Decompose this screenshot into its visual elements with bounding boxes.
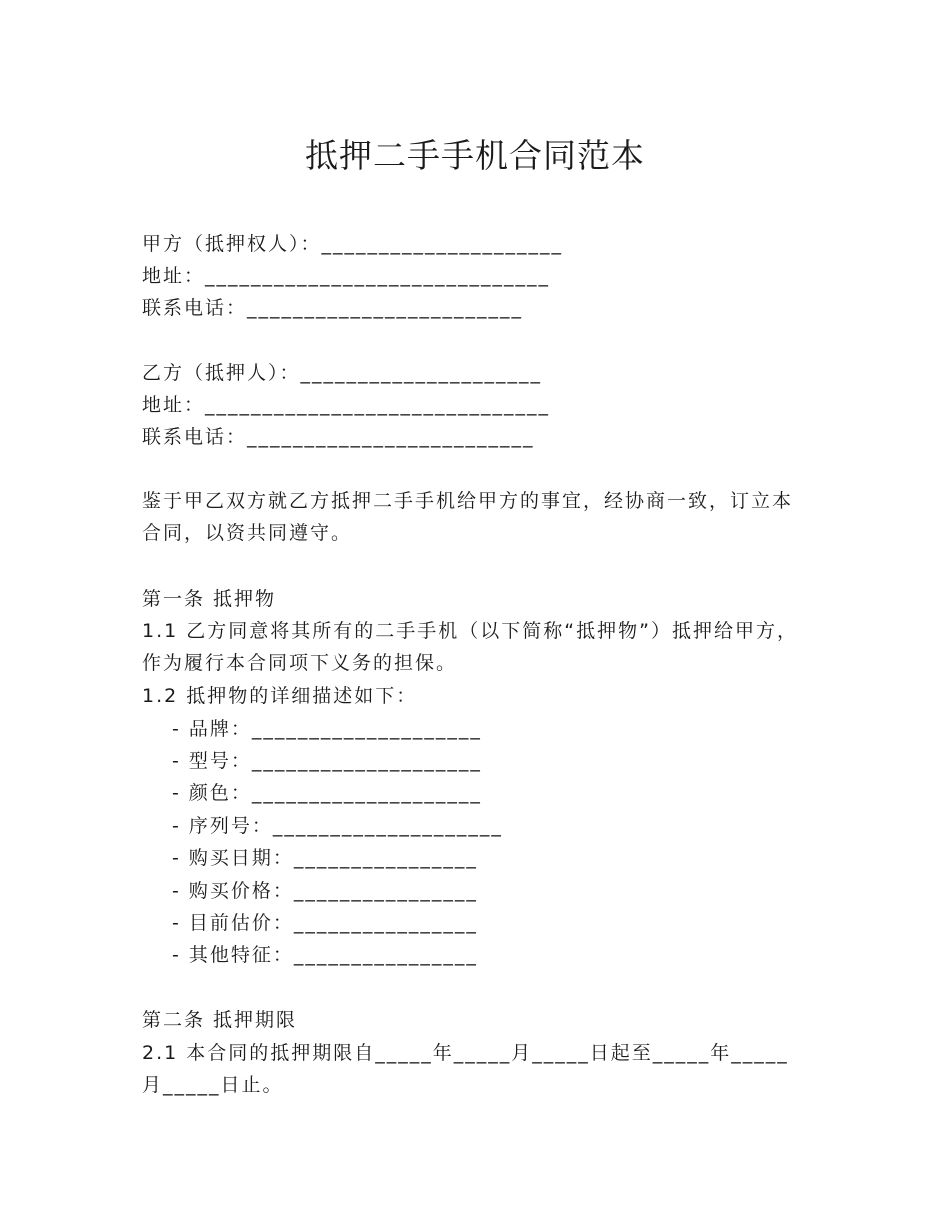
item-serial: - 序列号：____________________ xyxy=(172,815,503,837)
item-purchase-date: - 购买日期：________________ xyxy=(172,847,478,869)
party-a-phone-line: 联系电话：________________________ xyxy=(142,297,524,319)
party-a-address-line: 地址：______________________________ xyxy=(142,265,551,287)
item-current-estimate: - 目前估价：________________ xyxy=(172,912,478,934)
item-color: - 颜色：____________________ xyxy=(172,782,482,804)
party-a-name-line: 甲方（抵押权人）：_____________________ xyxy=(142,233,564,255)
clause-1-2: 1.2 抵押物的详细描述如下： xyxy=(142,685,418,707)
item-other-features: - 其他特征：________________ xyxy=(172,944,478,966)
party-b-name-line: 乙方（抵押人）：_____________________ xyxy=(142,362,543,384)
article-1-heading: 第一条 抵押物 xyxy=(142,588,277,610)
party-b-phone-line: 联系电话：_________________________ xyxy=(142,426,535,448)
article-2-heading: 第二条 抵押期限 xyxy=(142,1009,298,1031)
item-model: - 型号：____________________ xyxy=(172,750,482,772)
item-purchase-price: - 购买价格：________________ xyxy=(172,880,478,902)
clause-1-1: 1.1 乙方同意将其所有的二手手机（以下简称“抵押物”）抵押给甲方，作为履行本合同项下义务的担保。 xyxy=(142,620,798,674)
clause-2-1: 2.1 本合同的抵押期限自_____年_____月_____日起至_____年_____月_____日止。 xyxy=(142,1042,789,1096)
preamble-paragraph: 鉴于甲乙双方就乙方抵押二手手机给甲方的事宜，经协商一致，订立本合同，以资共同遵守。 xyxy=(142,490,794,544)
party-b-address-line: 地址：______________________________ xyxy=(142,394,551,416)
document-title: 抵押二手手机合同范本 xyxy=(305,136,645,175)
item-brand: - 品牌：____________________ xyxy=(172,718,482,740)
